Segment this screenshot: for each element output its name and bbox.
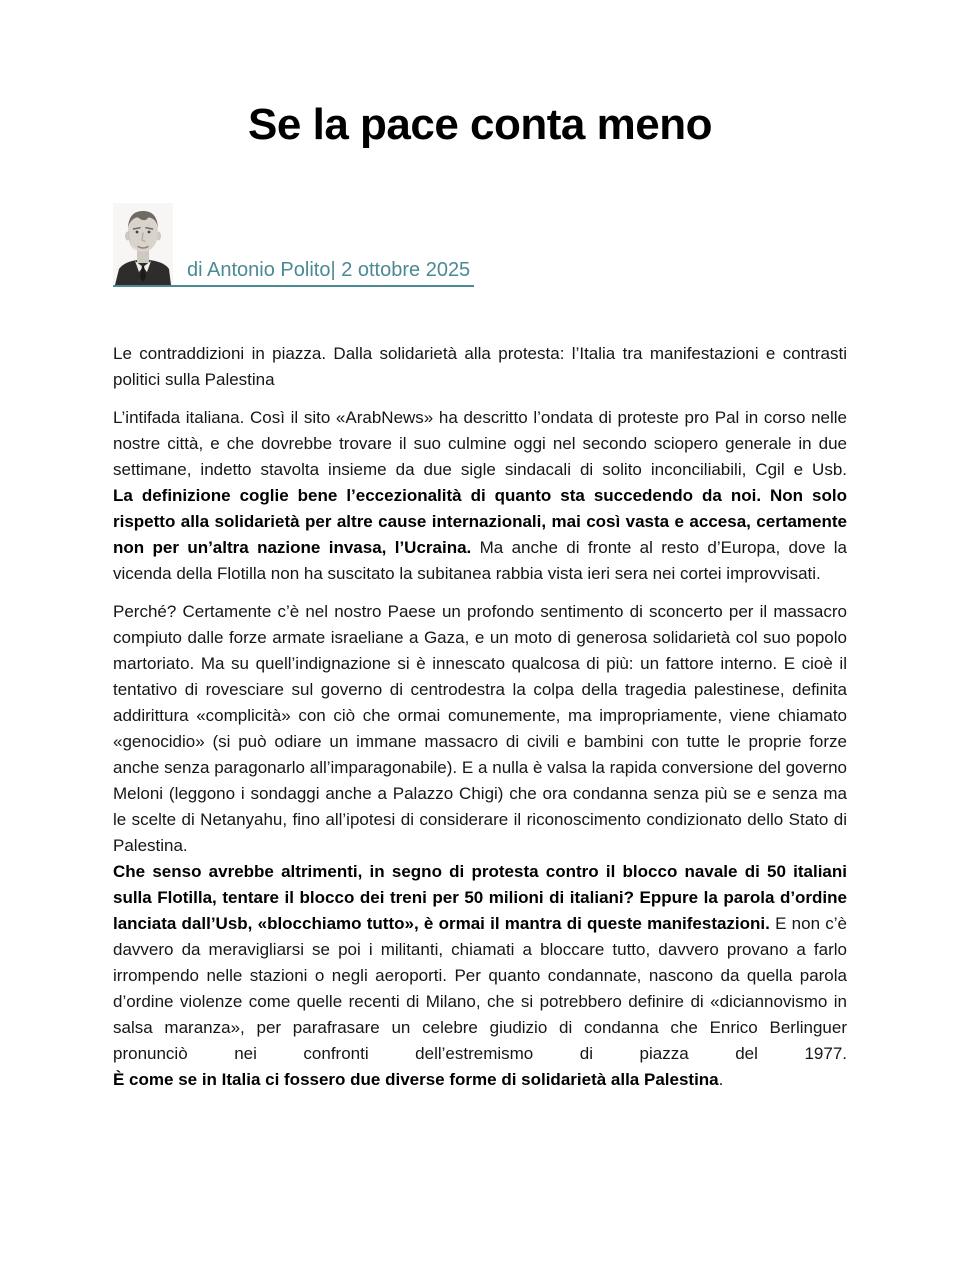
paragraph-2-regular-1: Perché? Certamente c’è nel nostro Paese un profondo sentimento di sconcerto per il massacro compiuto dalle forze armate israeliane a Gaza, e un moto di generosa solidarietà col suo popolo martoriato. Ma su quell’indignazione si è innescato qualcosa di più: un fattore interno. E cioè il tentativo di rovesciare sul governo di centrodestra la colpa della tragedia palestinese, definita addirittura «complicità» con ciò che ormai comunemente, ma impropriamente, viene chiamato «genocidio» (si può odiare un immane massacro di civili e bambini con tutte le proprie forze anche senza paragonarlo all’imparagonabile). E a nulla è valsa la rapida conversione del governo Meloni (leggono i sondaggi anche a Palazzo Chigi) che ora condanna senza più se e senza ma le scelte di Netanyahu, fino all’ipotesi di considerare il riconoscimento condizionato dello Stato di Palestina. [113, 601, 847, 855]
byline-row [113, 203, 474, 287]
paragraph-2-continuation-1 [113, 859, 847, 1067]
author-portrait-image [113, 203, 173, 285]
paragraph-2-regular-3: . [718, 1069, 724, 1089]
paragraph-1 [113, 405, 847, 587]
paragraph-1-bold: La definizione coglie bene l’eccezionalità di quanto sta succedendo da noi. Non solo rispetto alla solidarietà per altre cause internazionali, mai così vasta e accesa, certamente non per un’altra nazione invasa, l’Ucraina. [113, 485, 847, 557]
paragraph-1-regular-1: L’intifada italiana. Così il sito «ArabNews» ha descritto l’ondata di proteste pro Pal in corso nelle nostre città, e che dovrebbe trovare il suo culmine oggi nel secondo sciopero generale in due settimane, indetto stavolta insieme da due sigle sindacali di solito inconciliabili, Cgil e Usb. [113, 407, 847, 479]
paragraph-1-regular-2: Ma anche di fronte al resto d’Europa, dove la vicenda della Flotilla non ha suscitato la subitanea rabbia vista ieri sera nei cortei improvvisati. [113, 537, 847, 583]
paragraph-1-continuation [113, 483, 847, 587]
author-photo [113, 203, 173, 285]
paragraph-2-bold-2: È come se in Italia ci fossero due diverse forme di solidarietà alla Palestina [113, 1069, 719, 1089]
article-body [113, 341, 847, 1093]
paragraph-2-regular-2: E non c’è davvero da meravigliarsi se poi i militanti, chiamati a bloccare tutto, davvero provano a farlo irrompendo nelle stazioni o negli aeroporti. Per quanto condannate, nascono da quella parola d’ordine violenze come quelle recenti di Milano, che si potrebbero definire di «diciannovismo in salsa maranza», per parafrasare un celebre giudizio di condanna che Enrico Berlinguer pronunciò nei confronti dell’estremismo di piazza del 1977. [113, 913, 847, 1063]
byline-link[interactable]: di Antonio Polito| 2 ottobre 2025 [187, 258, 471, 281]
lead-paragraph: Le contraddizioni in piazza. Dalla solidarietà alla protesta: l’Italia tra manifestazioni e contrasti politici sulla Palestina [113, 343, 847, 389]
paragraph-2-continuation-2 [113, 1067, 847, 1093]
paragraph-2 [113, 599, 847, 1093]
paragraph-2-bold-1: Che senso avrebbe altrimenti, in segno di protesta contro il blocco navale di 50 italiani sulla Flotilla, tentare il blocco dei treni per 50 milioni di italiani? Eppure la parola d’ordine lanciata dall’Usb, «blocchiamo tutto», è ormai il mantra di queste manifestazioni. [113, 861, 847, 933]
article-title: Se la pace conta meno [248, 100, 712, 149]
